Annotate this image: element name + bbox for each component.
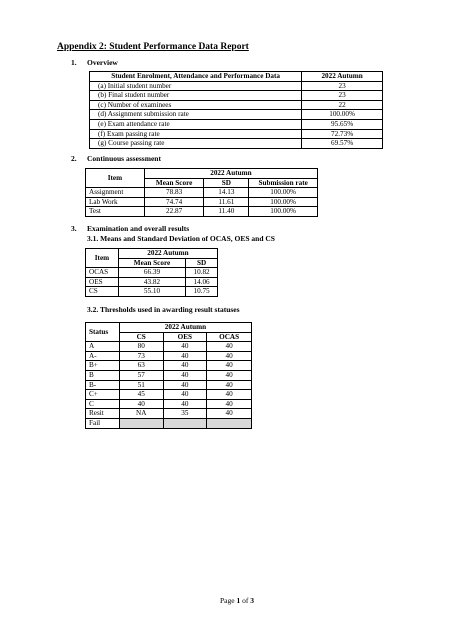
section-1-heading — [71, 58, 118, 67]
overview-label-cell: (b) Final student number — [90, 91, 302, 101]
thresholds-ocas-cell: 40 — [207, 370, 252, 380]
means-col-sd: SD — [186, 258, 218, 268]
section-2-title: Continuous assessment — [87, 154, 161, 163]
continuous-mean-cell: 22.87 — [144, 207, 204, 217]
table-row — [86, 197, 318, 207]
means-col-mean: Mean Score — [118, 258, 185, 268]
thresholds-oes-cell: 40 — [163, 351, 207, 361]
thresholds-header-row-1 — [86, 323, 252, 333]
thresholds-header-status: Status — [86, 323, 120, 342]
thresholds-ocas-cell — [207, 418, 252, 428]
continuous-rate-cell: 100.00% — [249, 197, 318, 207]
thresholds-ocas-cell: 40 — [207, 409, 252, 419]
means-sd-cell: 10.75 — [186, 287, 218, 297]
continuous-item-cell: Lab Work — [86, 197, 145, 207]
section-3-1-heading: 3.1. Means and Standard Deviation of OCAS, OES and CS — [87, 234, 275, 243]
continuous-col-mean: Mean Score — [144, 178, 204, 188]
continuous-item-cell: Test — [86, 207, 145, 217]
continuous-sd-cell: 11.40 — [204, 207, 249, 217]
thresholds-status-cell: Fail — [86, 418, 120, 428]
overview-label-cell: (d) Assignment submission rate — [90, 110, 302, 120]
thresholds-ocas-cell: 40 — [207, 380, 252, 390]
table-row — [90, 129, 383, 139]
section-1-number: 1. — [71, 58, 77, 67]
thresholds-oes-cell: 35 — [163, 409, 207, 419]
thresholds-header-term: 2022 Autumn — [119, 323, 251, 333]
thresholds-oes-cell — [163, 418, 207, 428]
means-item-cell: OCAS — [86, 268, 119, 278]
table-row — [90, 110, 383, 120]
continuous-header-row-1 — [86, 169, 318, 179]
means-mean-cell: 43.82 — [118, 277, 185, 287]
table-row — [86, 409, 252, 419]
thresholds-oes-cell: 40 — [163, 361, 207, 371]
continuous-rate-cell: 100.00% — [249, 188, 318, 198]
means-item-cell: CS — [86, 287, 119, 297]
means-mean-cell: 55.10 — [118, 287, 185, 297]
continuous-mean-cell: 74.74 — [144, 197, 204, 207]
page-footer — [0, 596, 474, 605]
continuous-header-term: 2022 Autumn — [144, 169, 317, 179]
thresholds-cs-cell: 63 — [119, 361, 163, 371]
report-title: Appendix 2: Student Performance Data Report — [57, 42, 249, 52]
means-table — [85, 248, 218, 297]
footer-page-number: 1 — [236, 596, 241, 605]
section-3-title: Examination and overall results — [87, 224, 190, 233]
thresholds-status-cell: B — [86, 370, 120, 380]
thresholds-cs-cell: 73 — [119, 351, 163, 361]
thresholds-ocas-cell: 40 — [207, 390, 252, 400]
thresholds-ocas-cell: 40 — [207, 361, 252, 371]
table-row — [90, 139, 383, 149]
overview-table — [89, 71, 383, 149]
overview-label-cell: (c) Number of examinees — [90, 100, 302, 110]
thresholds-ocas-cell: 40 — [207, 399, 252, 409]
table-row — [86, 370, 252, 380]
thresholds-oes-cell: 40 — [163, 380, 207, 390]
continuous-header-item: Item — [86, 169, 145, 188]
means-header-item: Item — [86, 249, 119, 268]
thresholds-status-cell: A- — [86, 351, 120, 361]
section-3-2-heading: 3.2. Thresholds used in awarding result statuses — [87, 305, 240, 314]
table-row — [86, 380, 252, 390]
continuous-col-rate: Submission rate — [249, 178, 318, 188]
thresholds-ocas-cell: 40 — [207, 342, 252, 352]
footer-prefix: Page — [220, 596, 237, 605]
overview-value-cell: 69.57% — [302, 139, 383, 149]
overview-header-row — [90, 72, 383, 82]
thresholds-oes-cell: 40 — [163, 342, 207, 352]
overview-label-cell: (e) Exam attendance rate — [90, 119, 302, 129]
overview-value-cell: 23 — [302, 81, 383, 91]
means-header-term: 2022 Autumn — [118, 249, 217, 259]
table-row — [86, 351, 252, 361]
thresholds-status-cell: C — [86, 399, 120, 409]
overview-header-term: 2022 Autumn — [302, 72, 383, 82]
table-row — [86, 342, 252, 352]
thresholds-cs-cell: NA — [119, 409, 163, 419]
thresholds-status-cell: B- — [86, 380, 120, 390]
table-row — [90, 100, 383, 110]
thresholds-cs-cell: 51 — [119, 380, 163, 390]
continuous-sd-cell: 11.61 — [204, 197, 249, 207]
section-1-title: Overview — [87, 58, 118, 67]
overview-label-cell: (a) Initial student number — [90, 81, 302, 91]
thresholds-status-cell: A — [86, 342, 120, 352]
continuous-sd-cell: 14.13 — [204, 188, 249, 198]
thresholds-oes-cell: 40 — [163, 399, 207, 409]
section-2-number: 2. — [71, 154, 77, 163]
table-row — [86, 207, 318, 217]
thresholds-oes-cell: 40 — [163, 390, 207, 400]
overview-header-item: Student Enrolment, Attendance and Performance Data — [90, 72, 302, 82]
thresholds-oes-cell: 40 — [163, 370, 207, 380]
thresholds-status-cell: C+ — [86, 390, 120, 400]
overview-value-cell: 95.65% — [302, 119, 383, 129]
table-row — [90, 91, 383, 101]
thresholds-table — [85, 322, 252, 429]
thresholds-col-oes: OES — [163, 332, 207, 342]
means-header-row-1 — [86, 249, 218, 259]
means-item-cell: OES — [86, 277, 119, 287]
table-row — [86, 418, 252, 428]
thresholds-cs-cell: 40 — [119, 399, 163, 409]
thresholds-cs-cell: 57 — [119, 370, 163, 380]
table-row — [86, 268, 218, 278]
continuous-col-sd: SD — [204, 178, 249, 188]
overview-label-cell: (f) Exam passing rate — [90, 129, 302, 139]
continuous-assessment-table — [85, 168, 318, 217]
section-2-heading — [71, 154, 161, 163]
section-3-number: 3. — [71, 224, 77, 233]
thresholds-status-cell: B+ — [86, 361, 120, 371]
table-row — [86, 277, 218, 287]
thresholds-col-cs: CS — [119, 332, 163, 342]
thresholds-cs-cell: 45 — [119, 390, 163, 400]
thresholds-col-ocas: OCAS — [207, 332, 252, 342]
thresholds-status-cell: Resit — [86, 409, 120, 419]
thresholds-ocas-cell: 40 — [207, 351, 252, 361]
table-row — [86, 188, 318, 198]
footer-total-pages: 3 — [250, 596, 254, 605]
means-sd-cell: 10.82 — [186, 268, 218, 278]
table-row — [86, 399, 252, 409]
means-mean-cell: 66.39 — [118, 268, 185, 278]
continuous-item-cell: Assignment — [86, 188, 145, 198]
thresholds-cs-cell: 80 — [119, 342, 163, 352]
means-sd-cell: 14.06 — [186, 277, 218, 287]
overview-value-cell: 72.73% — [302, 129, 383, 139]
table-row — [86, 361, 252, 371]
continuous-rate-cell: 100.00% — [249, 207, 318, 217]
table-row — [86, 390, 252, 400]
overview-value-cell: 100.00% — [302, 110, 383, 120]
overview-label-cell: (g) Course passing rate — [90, 139, 302, 149]
section-3-heading — [71, 224, 189, 233]
table-row — [90, 81, 383, 91]
table-row — [90, 119, 383, 129]
overview-value-cell: 23 — [302, 91, 383, 101]
continuous-mean-cell: 78.83 — [144, 188, 204, 198]
table-row — [86, 287, 218, 297]
thresholds-cs-cell — [119, 418, 163, 428]
overview-value-cell: 22 — [302, 100, 383, 110]
footer-middle: of — [240, 596, 251, 605]
